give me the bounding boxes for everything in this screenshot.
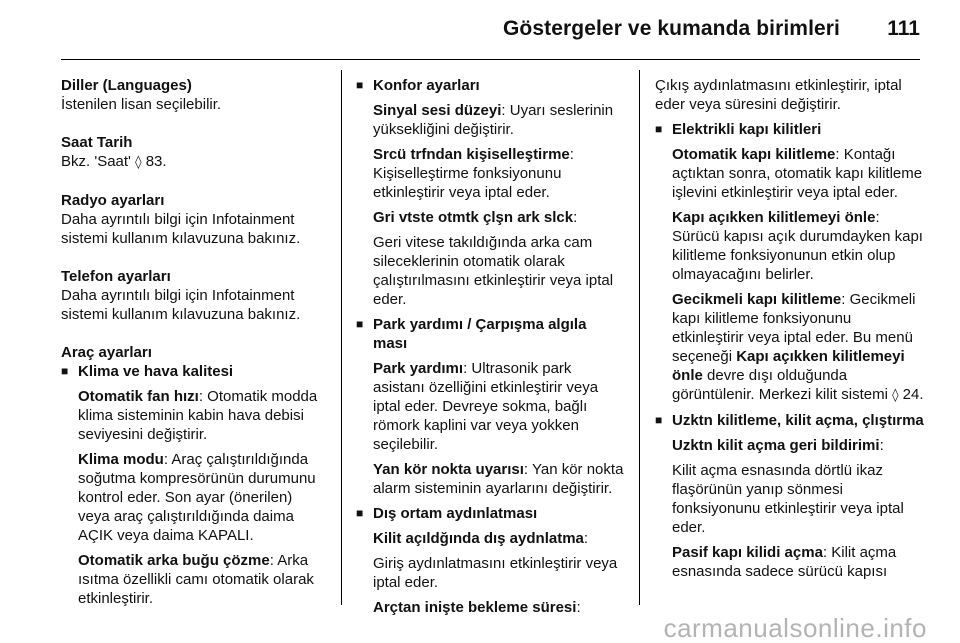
setting-term: Otomatik fan hızı: [78, 388, 199, 405]
setting-item: [61, 387, 327, 444]
section-text-line: Daha ayrıntılı bilgi için Infotainment: [61, 287, 295, 304]
setting-description: Giriş aydınlatmasını etkinleştirir veya iptal eder.: [373, 555, 618, 591]
setting-item: [655, 208, 925, 284]
setting-colon: :: [573, 209, 578, 226]
setting-description: : Sürücü kapısı açık durumdayken kapı kilitleme fonksiyonunun etkin olup olmayacağını belirler.: [672, 209, 923, 283]
page-ref-link[interactable]: 24.: [898, 386, 924, 403]
bullet-item: [356, 504, 624, 523]
section-text: İstenilen lisan seçilebilir.: [61, 96, 222, 113]
column-divider-left: [341, 70, 342, 605]
setting-item: [356, 101, 624, 139]
section-text: [61, 152, 327, 172]
setting-item: [356, 359, 624, 454]
setting-item: [61, 551, 327, 608]
setting-term: Yan kör nokta uyarısı: [373, 461, 524, 478]
setting-colon: :: [583, 530, 589, 547]
bullet-square-icon: ■: [655, 122, 663, 136]
setting-description: : Kişiselleştirme fonksiyonunu etkinleştirir veya iptal eder.: [373, 146, 574, 201]
setting-term: Kapı açıkken kilitlemeyi önle: [672, 209, 876, 226]
setting-item: [655, 290, 925, 405]
setting-description: : Gecikmeli kapı kilitleme fonksiyonunu etkinleştirir veya iptal eder. Bu menü seçeneği: [672, 291, 916, 365]
setting-item: [356, 208, 624, 309]
setting-item: [655, 436, 925, 537]
bullet-square-icon: ■: [655, 413, 663, 427]
setting-term: Otomatik arka buğu çözme: [78, 552, 270, 569]
bullet-square-icon: ■: [356, 506, 364, 520]
section-heading: Araç ayarları: [61, 344, 152, 361]
setting-term: Arçtan inişte bekleme süresi: [373, 599, 577, 616]
section-heading: Telefon ayarları: [61, 268, 171, 285]
setting-description: Geri vitese takıldığında arka cam sileceklerinin otomatik olarak çalıştırılmasını etkinleştirir veya iptal eder.: [373, 234, 614, 308]
setting-term: Gri vtste otmtk çlşn ark slck: [373, 209, 574, 226]
setting-description: devre dışı olduğunda görüntülenir. Merkezi kilit sistemi: [672, 367, 893, 403]
section-text-line: sistemi kullanım kılavuzuna bakınız.: [61, 230, 301, 247]
section-heading: Radyo ayarları: [61, 192, 165, 209]
setting-term: Sinyal sesi düzeyi: [373, 102, 502, 119]
section-heading: Saat Tarih: [61, 134, 133, 151]
section-languages: [61, 76, 327, 114]
setting-term: Park yardımı: [373, 360, 464, 377]
bullet-square-icon: ■: [61, 364, 69, 378]
section-clock: [61, 133, 327, 172]
section-phone: [61, 267, 327, 324]
bullet-square-icon: ■: [356, 317, 364, 331]
setting-term: Srcü trfndan kişiselleştirme: [373, 146, 570, 163]
setting-term: Otomatik kapı kilitleme: [672, 146, 836, 163]
setting-term: Pasif kapı kilidi açma: [672, 544, 823, 561]
setting-description: : Kontağı açtıktan sonra, otomatik kapı kilitleme işlevini etkinleştirir veya iptal eder.: [672, 146, 923, 201]
setting-description: : Kilit açma esnasında sadece sürücü kapısı: [672, 544, 897, 580]
bullet-item: [655, 411, 925, 430]
bullet-square-icon: ■: [356, 78, 364, 92]
setting-description: : Otomatik modda klima sisteminin kabin hava debisi seviyesini değiştirir.: [78, 388, 318, 443]
setting-term: Gecikmeli kapı kilitleme: [672, 291, 842, 308]
setting-description: : Yan kör nokta alarm sisteminin ayarlarını değiştirir.: [373, 461, 624, 497]
setting-continuation: Çıkış aydınlatmasını etkinleştirir, iptal eder veya süresini değiştirir.: [655, 77, 902, 113]
section-text-line: Daha ayrıntılı bilgi için Infotainment: [61, 211, 295, 228]
bullet-title: Konfor ayarları: [373, 77, 480, 94]
bullet-title: Elektrikli kapı kilitleri: [672, 121, 822, 138]
setting-term: Klima modu: [78, 451, 164, 468]
page-title: Göstergeler ve kumanda birimleri: [503, 17, 840, 40]
setting-description: : Arka ısıtma özellikli camı otomatik olarak etkinleştirir.: [78, 552, 314, 607]
bullet-item: [61, 362, 327, 381]
bullet-title: Klima ve hava kalitesi: [78, 363, 234, 380]
setting-item: [356, 460, 624, 498]
page-ref-icon: ◊: [892, 388, 899, 403]
setting-colon: :: [576, 599, 581, 616]
page-ref-icon: ◊: [135, 155, 142, 170]
setting-description: : Uyarı seslerinin yüksekliğini değiştirir.: [373, 102, 614, 138]
column-2: [356, 76, 624, 623]
bullet-title: Dış ortam aydınlatması: [373, 505, 538, 522]
setting-description: : Araç çalıştırıldığında soğutma kompresörünün durumunu kontrol eder. Son ayar (önerilen) veya araç çalıştırıldığında daima AÇIK veya daima KAPALI.: [78, 451, 316, 544]
watermark: carmanualsonline.info: [663, 613, 927, 643]
setting-item: [655, 543, 925, 581]
setting-colon: :: [879, 437, 884, 454]
setting-item: [655, 145, 925, 202]
section-radio: [61, 191, 327, 248]
setting-item: [356, 529, 624, 592]
setting-item: [356, 145, 624, 202]
page-ref-link[interactable]: 83.: [141, 153, 167, 170]
column-3: [655, 76, 925, 587]
section-heading: Diller (Languages): [61, 77, 192, 94]
setting-description: Kilit açma esnasında dörtlü ikaz flaşörünün yanıp sönmesi fonksiyonunu etkinleştirir veya iptal eder.: [672, 462, 904, 536]
column-divider-right: [639, 70, 640, 605]
setting-description: : Ultrasonik park asistanı özelliğini etkinleştirir veya iptal eder. Devreye sokma, bağlı römork kaplini var veya yokken seçilebilir.: [373, 360, 599, 453]
page-number: 111: [887, 17, 920, 40]
bullet-item: [356, 315, 624, 353]
section-vehicle: [61, 343, 327, 608]
setting-item: [356, 598, 624, 617]
bullet-item: [655, 120, 925, 139]
page-header: [0, 0, 960, 62]
setting-term: Kilit açıldğında dış aydnlatma: [373, 530, 584, 547]
setting-item: [61, 450, 327, 545]
section-text-line: sistemi kullanım kılavuzuna bakınız.: [61, 306, 301, 323]
bullet-title: Uzktn kilitleme, kilit açma, çlıştırma: [672, 412, 924, 429]
bullet-title: Park yardımı / Çarpışma algıla ması: [373, 316, 587, 352]
header-divider: [61, 59, 920, 60]
setting-term: Uzktn kilit açma geri bildirimi: [672, 437, 880, 454]
column-1: [61, 76, 327, 614]
text-fragment: Bkz. 'Saat': [61, 153, 136, 170]
bullet-item: [356, 76, 624, 95]
setting-reference: Kapı açıkken kilitlemeyi önle: [672, 348, 905, 384]
